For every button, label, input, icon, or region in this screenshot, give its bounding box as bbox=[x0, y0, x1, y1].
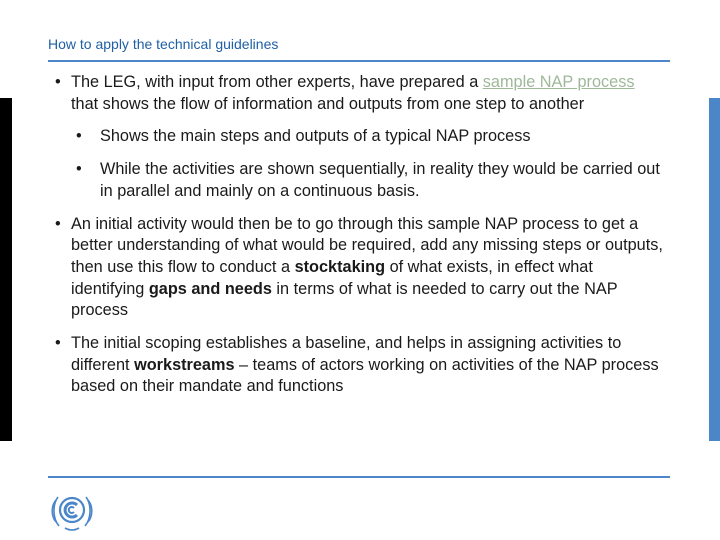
slide-content bbox=[53, 72, 663, 398]
bullet-mark: • bbox=[76, 160, 82, 179]
slide-header-title: How to apply the technical guidelines bbox=[48, 36, 279, 52]
bullet-item bbox=[53, 214, 663, 323]
bullet-mark: • bbox=[76, 127, 82, 146]
bullet-text: – teams of actors working on activities of the NAP process based on their mandate and functions bbox=[71, 355, 659, 396]
bullet-mark: • bbox=[55, 334, 61, 353]
bullet-text: Shows the main steps and outputs of a typical NAP process bbox=[100, 127, 531, 146]
footer-divider bbox=[48, 476, 670, 478]
bullet-mark: • bbox=[55, 214, 61, 233]
bullet-text: The initial scoping establishes a baseline, and helps in assigning activities to different bbox=[71, 334, 622, 374]
bullet-text: that shows the flow of information and outputs from one step to another bbox=[71, 94, 585, 113]
right-side-bar bbox=[709, 98, 720, 441]
bullet-bold-text: gaps and needs bbox=[148, 279, 272, 298]
sub-bullet-item bbox=[53, 159, 663, 202]
sub-bullet-item bbox=[53, 126, 663, 148]
unfccc-logo-icon bbox=[47, 488, 97, 534]
header-divider bbox=[48, 60, 670, 62]
bullet-text: in terms of what is needed to carry out the NAP process bbox=[71, 279, 618, 320]
bullet-text: While the activities are shown sequentially, in reality they would be carried out in parallel and mainly on a continuous basis. bbox=[100, 160, 660, 200]
bullet-item bbox=[53, 72, 663, 115]
sample-nap-process-link[interactable]: sample NAP process bbox=[482, 73, 635, 91]
bullet-item bbox=[53, 333, 663, 398]
bullet-text: The LEG, with input from other experts, have prepared a bbox=[71, 73, 483, 91]
bullet-mark: • bbox=[55, 73, 61, 91]
bullet-text: An initial activity would then be to go through this sample NAP process to get a better understanding of what would be required, add any missing steps or outputs, then use this flow to conduct a bbox=[71, 214, 663, 276]
bullet-text: of what exists, in effect what identifying bbox=[71, 257, 593, 298]
bullet-bold-text: stocktaking bbox=[294, 257, 386, 276]
left-side-bar bbox=[0, 98, 12, 441]
bullet-bold-text: workstreams bbox=[134, 355, 235, 374]
